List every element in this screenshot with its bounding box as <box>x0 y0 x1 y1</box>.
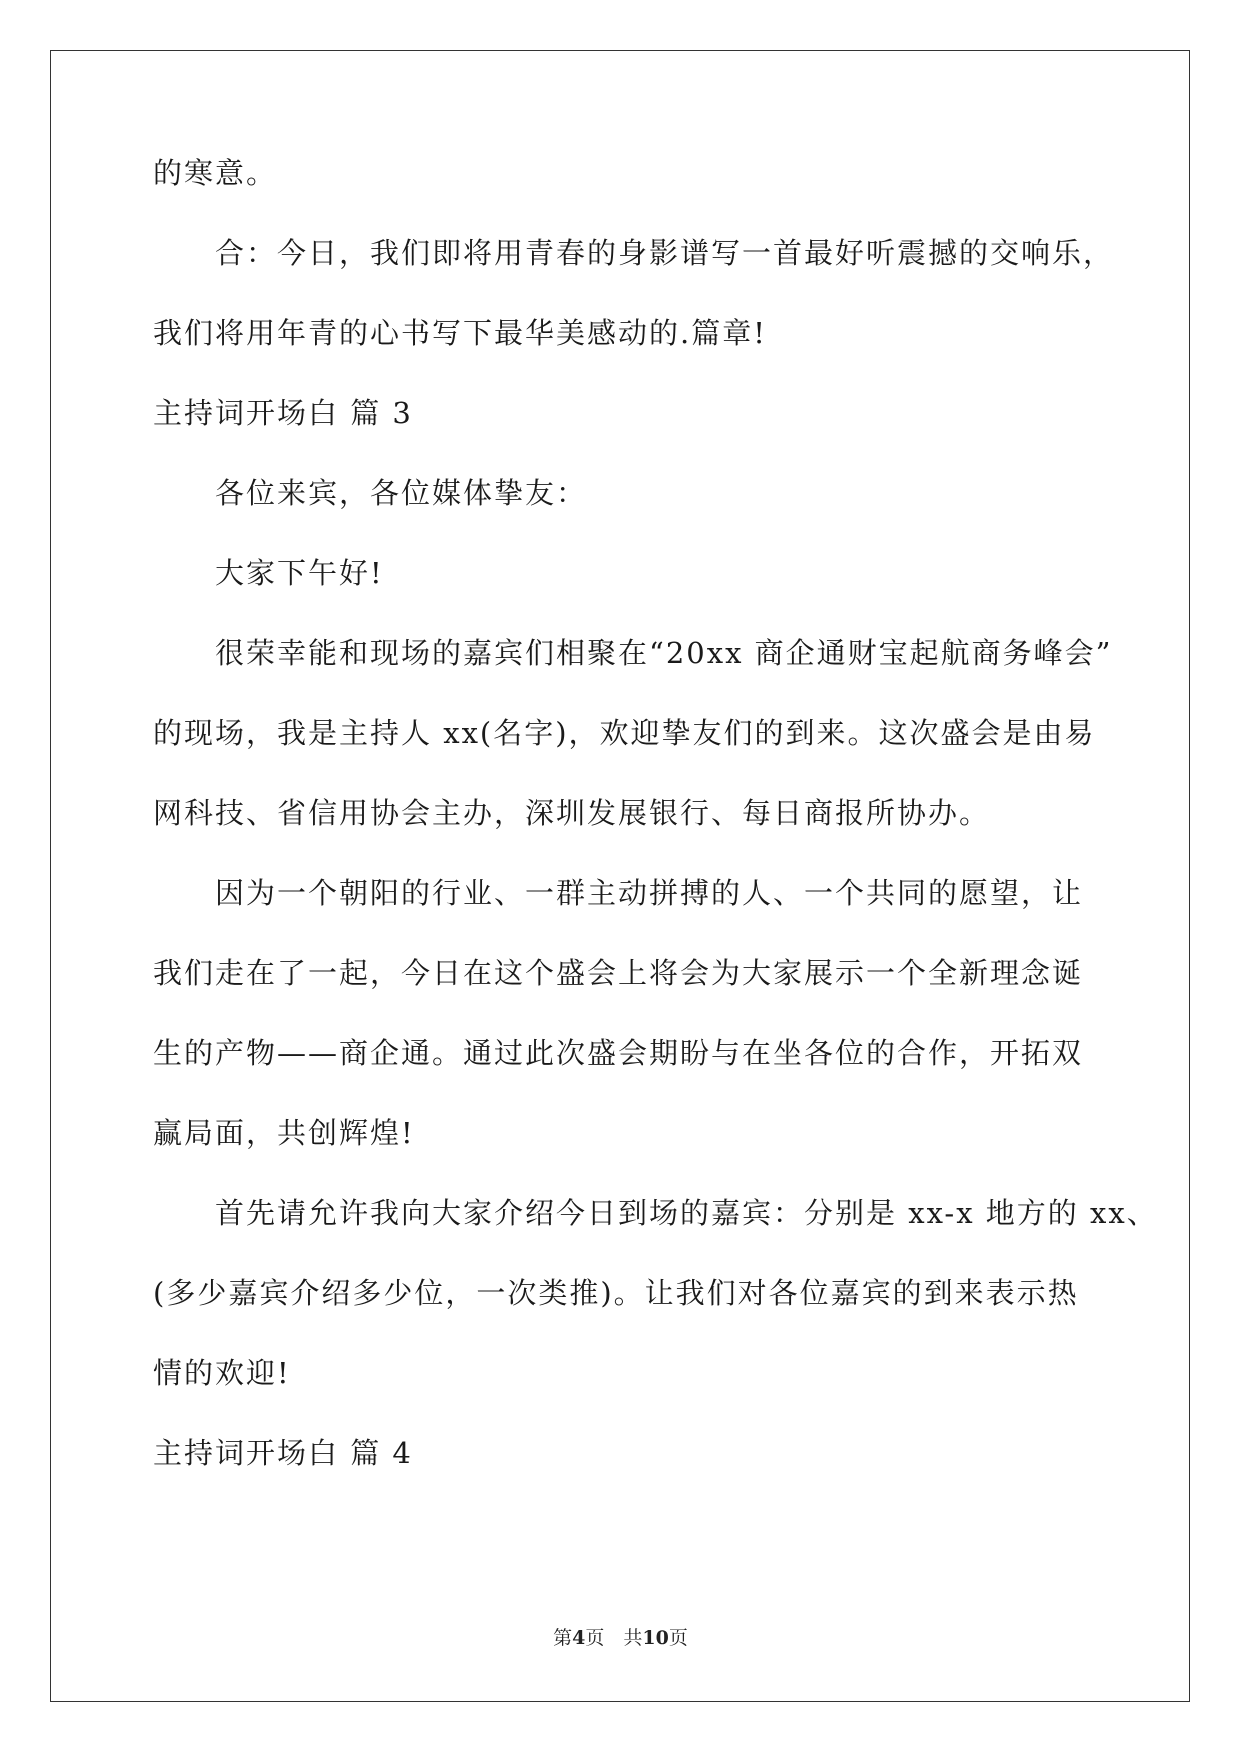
paragraph-line: 的现场，我是主持人 xx(名字)，欢迎挚友们的到来。这次盛会是由易 <box>153 716 1096 750</box>
footer-prefix: 第 <box>553 1627 573 1649</box>
section-heading: 主持词开场白 篇 4 <box>153 1436 413 1470</box>
paragraph-line: 我们将用年青的心书写下最华美感动的.篇章! <box>153 316 767 350</box>
paragraph-line: 很荣幸能和现场的嘉宾们相聚在“20xx 商企通财宝起航商务峰会” <box>215 636 1113 670</box>
paragraph-line: 网科技、省信用协会主办，深圳发展银行、每日商报所协办。 <box>153 796 991 830</box>
paragraph-line: 情的欢迎! <box>153 1356 291 1390</box>
paragraph-line: 的寒意。 <box>153 156 278 190</box>
paragraph-line: (多少嘉宾介绍多少位，一次类推)。让我们对各位嘉宾的到来表示热 <box>153 1276 1079 1310</box>
paragraph-line: 我们走在了一起，今日在这个盛会上将会为大家展示一个全新理念诞 <box>153 956 1084 990</box>
footer-current-page: 4 <box>572 1627 586 1649</box>
paragraph-line: 合：今日，我们即将用青春的身影谱写一首最好听震撼的交响乐， <box>215 236 1115 270</box>
footer-mid: 页 共 <box>585 1627 643 1649</box>
footer-total-pages: 10 <box>642 1627 669 1649</box>
page-number-footer <box>0 1626 1241 1650</box>
paragraph-line: 因为一个朝阳的行业、一群主动拼搏的人、一个共同的愿望，让 <box>215 876 1084 910</box>
paragraph-line: 生的产物——商企通。通过此次盛会期盼与在坐各位的合作，开拓双 <box>153 1036 1084 1070</box>
paragraph-line: 大家下午好! <box>215 556 384 590</box>
paragraph-line: 赢局面，共创辉煌! <box>153 1116 415 1150</box>
paragraph-line: 各位来宾，各位媒体挚友： <box>215 476 588 510</box>
paragraph-line: 首先请允许我向大家介绍今日到场的嘉宾：分别是 xx-x 地方的 xx、 <box>215 1196 1158 1230</box>
footer-suffix: 页 <box>668 1627 688 1649</box>
section-heading: 主持词开场白 篇 3 <box>153 396 413 430</box>
